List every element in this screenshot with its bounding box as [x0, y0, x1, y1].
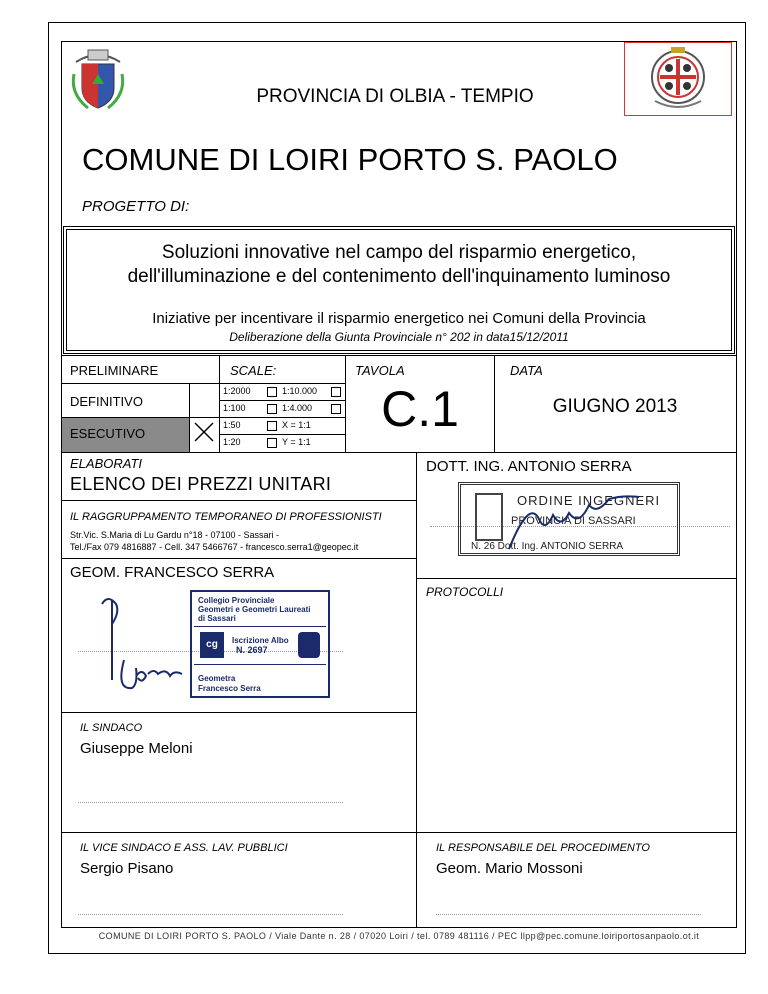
divider	[416, 578, 736, 579]
signature-line	[436, 914, 701, 915]
scale-1-50: 1:50	[223, 420, 241, 430]
geometra-name: GEOM. FRANCESCO SERRA	[70, 564, 275, 581]
divider	[219, 400, 345, 401]
footer-address: COMUNE DI LOIRI PORTO S. PAOLO / Viale Dante n. 28 / 07020 Loiri / tel. 0789 481116 / PEC llpp@pec.comune.loiriportosanpaolo.ot.it	[98, 931, 700, 941]
initiative-text: Iniziative per incentivare il risparmio energetico nei Comuni della Provincia	[152, 310, 646, 327]
engineer-stamp-crest-icon	[475, 493, 503, 541]
scale-checkbox[interactable]	[267, 404, 277, 414]
scale-x-1-1: X = 1:1	[282, 420, 311, 430]
scale-1-2000: 1:2000	[223, 386, 251, 396]
project-label: PROGETTO DI:	[82, 198, 190, 215]
stamp-person: Francesco Serra	[198, 684, 261, 693]
sindaco-label: IL SINDACO	[80, 722, 143, 734]
responsabile-name: Geom. Mario Mossoni	[436, 860, 583, 877]
stamp-albo: Iscrizione Albo	[232, 636, 289, 645]
divider	[62, 500, 416, 501]
tavola-label: TAVOLA	[355, 363, 405, 378]
responsabile-label: IL RESPONSABILE DEL PROCEDIMENTO	[436, 842, 650, 854]
scale-y-1-1: Y = 1:1	[282, 437, 311, 447]
divider	[62, 832, 736, 833]
vice-sindaco-label: IL VICE SINDACO E ASS. LAV. PUBBLICI	[80, 842, 288, 854]
divider	[219, 355, 220, 452]
signature-line	[78, 914, 343, 915]
phase-definitivo: DEFINITIVO	[70, 394, 143, 409]
tavola-value: C.1	[381, 381, 459, 437]
signature-line	[78, 802, 343, 803]
data-label: DATA	[510, 363, 543, 378]
sardinia-four-moors-emblem	[625, 43, 731, 115]
esecutivo-check-mark	[193, 421, 215, 443]
province-logo-frame	[624, 42, 732, 116]
scale-1-10000: 1:10.000	[282, 386, 318, 396]
divider	[62, 712, 416, 713]
divider	[62, 355, 736, 356]
scale-checkbox[interactable]	[331, 387, 341, 397]
deliberation-text: Deliberazione della Giunta Provinciale n° 202 in data15/12/2011	[229, 330, 569, 344]
stamp-logo-icon: cg	[200, 632, 224, 658]
protocolli-label: PROTOCOLLI	[426, 585, 504, 599]
stamp-line: ORDINE INGEGNERI	[517, 493, 661, 508]
engineer-signature	[505, 491, 645, 551]
municipality-title: COMUNE DI LOIRI PORTO S. PAOLO	[82, 142, 618, 177]
project-title-line1: Soluzioni innovative nel campo del risparmio energetico,	[161, 242, 637, 263]
divider	[62, 383, 219, 384]
vice-sindaco-name: Sergio Pisano	[80, 860, 174, 877]
stamp-line: N. 26 Dott. Ing. ANTONIO SERRA	[471, 541, 624, 552]
project-title-line2: dell'illuminazione e del contenimento dell'inquinamento luminoso	[127, 266, 671, 287]
scale-label: SCALE:	[230, 363, 277, 378]
phase-preliminare: PRELIMINARE	[70, 363, 159, 378]
rtp-address: Str.Vic. S.Maria di Lu Gardu n°18 - 07100 - Sassari -	[70, 530, 280, 540]
divider	[219, 434, 345, 435]
divider	[219, 383, 345, 384]
province-title: PROVINCIA DI OLBIA - TEMPIO	[256, 86, 534, 107]
geometra-stamp	[190, 590, 330, 698]
stamp-crest-icon	[298, 632, 320, 658]
stamp-line: Geometri e Geometri Laureati	[198, 605, 311, 614]
engineer-stamp	[458, 482, 680, 556]
scale-checkbox[interactable]	[267, 387, 277, 397]
scale-1-100: 1:100	[223, 403, 246, 413]
scale-1-20: 1:20	[223, 437, 241, 447]
scale-checkbox[interactable]	[267, 438, 277, 448]
divider	[416, 452, 417, 927]
divider	[62, 558, 416, 559]
stamp-line: di Sassari	[198, 614, 236, 623]
geometra-signature	[96, 590, 186, 696]
rtp-label: IL RAGGRUPPAMENTO TEMPORANEO DI PROFESSIONISTI	[70, 511, 382, 523]
stamp-line: Collegio Provinciale	[198, 596, 275, 605]
scale-1-4000: 1:4.000	[282, 403, 313, 413]
elaborati-label: ELABORATI	[70, 456, 143, 471]
stamp-role: Geometra	[198, 674, 236, 683]
comune-coat-of-arms	[68, 44, 128, 116]
divider	[62, 452, 736, 453]
sindaco-name: Giuseppe Meloni	[80, 740, 193, 757]
data-value: GIUGNO 2013	[552, 396, 678, 417]
scale-checkbox[interactable]	[331, 404, 341, 414]
stamp-number: N. 2697	[236, 645, 268, 655]
phase-esecutivo: ESECUTIVO	[70, 426, 146, 441]
engineer-name: DOTT. ING. ANTONIO SERRA	[426, 458, 632, 475]
rtp-contacts: Tel./Fax 079 4816887 - Cell. 347 5466767 - francesco.serra1@geopec.it	[70, 542, 359, 552]
scale-checkbox[interactable]	[267, 421, 277, 431]
elaborati-value: ELENCO DEI PREZZI UNITARI	[70, 474, 332, 494]
divider	[219, 417, 345, 418]
stamp-line: PROVINCIA DI SASSARI	[511, 515, 636, 527]
